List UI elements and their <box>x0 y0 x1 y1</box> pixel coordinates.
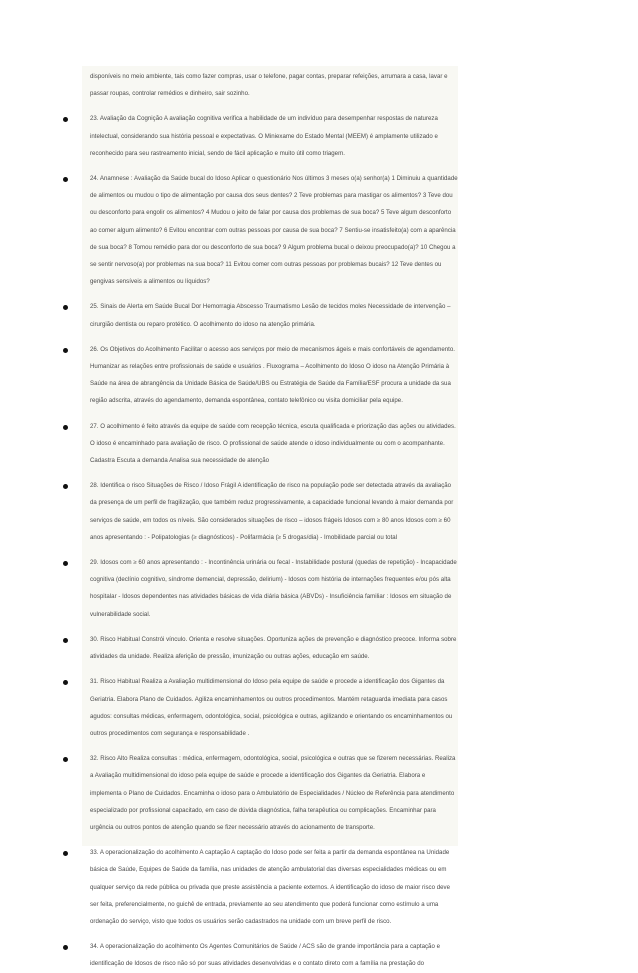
bullet-icon <box>63 638 68 643</box>
paragraph-gap <box>82 410 458 418</box>
list-item-33 <box>82 844 458 930</box>
bullet-icon <box>63 117 68 122</box>
paragraph-gap <box>82 546 458 554</box>
list-item-31 <box>82 673 458 742</box>
bullet-icon <box>63 177 68 182</box>
paragraph-text: 30. Risco Habitual Constrói vínculo. Orienta e resolve situações. Oportuniza ações de prevenção e diagnóstico precoce. Informa sobre atividades da unidade. Realiza aferição de pressão, imunização ou outras ações, educação em saúde. <box>90 635 457 661</box>
bullet-icon <box>63 305 68 310</box>
paragraph-gap <box>82 162 458 170</box>
bullet-icon <box>63 851 68 856</box>
paragraph-text: 27. O acolhimento é feito através da equipe de saúde com recepção técnica, escuta qualificada e priorização das ações ou atividades. O idoso é encaminhado para avaliação de risco. O profissional de saúde atende o idoso individualmente ou com o acompanhante. Cadastra Escuta a demanda Analisa sua necessidade de atenção <box>90 422 456 465</box>
paragraph-text: 24. Anamnese : Avaliação da Saúde bucal do Idoso Aplicar o questionário Nos últimos 3 meses o(a) senhor(a) 1 Diminuiu a quantidade de alimentos ou mudou o tipo de alimentação por causa dos seus dentes? 2 Teve problemas para mastigar os alimentos? 3 Teve dou ou desconforto para engolir os alimentos? 4 Mudou o jeito de falar por causa dos problemas de sua boca? 5 Teve algum desconforto ao comer algum alimento? 6 Evitou encontrar com outras pessoas por causa de sua boca? 7 Sentiu-se insatisfeito(a) com a aparência de sua boca? 8 Tomou remédio para dor ou desconforto de sua boca? 9 Algum problema bucal o deixou preocupado(a)? 10 Chegou a se sentir nervoso(a) por problemas na sua boca? 11 Evitou comer com outras pessoas por problemas bucais? 12 Teve dentes ou gengivas sensíveis a alimentos ou líquidos? <box>90 175 458 286</box>
paragraph-gap <box>82 469 458 477</box>
list-item-30 <box>82 631 458 665</box>
paragraph-gap <box>82 665 458 673</box>
paragraph-text: disponíveis no meio ambiente, tais como fazer compras, usar o telefone, pagar contas, preparar refeições, arrumara a casa, lavar e passar roupas, controlar remédios e dinheiro, sair sozinho. <box>90 73 448 98</box>
paragraph-gap <box>82 742 458 750</box>
paragraph-text: 29. Idosos com ≥ 60 anos apresentando : - Incontinência urinária ou fecal - Instabilidade postural (quedas de repetição) - Incapacidade cognitiva (declínio cognitivo, síndrome demencial, depressão, delirium) - Idosos com história de internações frequentes e/ou pós alta hospitalar - Idosos dependentes nas atividades básicas de vida diária básica (ABVDs) - Insuficiência familiar : Idosos em situação de vulnerabilidade social. <box>90 559 457 618</box>
list-item-24 <box>82 170 458 290</box>
paragraph-text: 26. Os Objetivos do Acolhimento Facilitar o acesso aos serviços por meio de mecanismos ágeis e mais confortáveis de agendamento. Humanizar as relações entre profissionais de saúde e usuários . Fluxograma – Acolhimento do Idoso O idoso na Atenção Primária à Saúde na área de abrangência da Unidade Básica de Saúde/UBS ou Estratégia de Saúde da Família/ESF procura a unidade da sua região adscrita, através do agendamento, demanda espontânea, contato telefônico ou visita domiciliar pela equipe. <box>90 345 455 405</box>
paragraph-gap <box>82 623 458 631</box>
list-item-29 <box>82 554 458 623</box>
document-page <box>82 66 458 968</box>
bullet-icon <box>63 945 68 950</box>
paragraph-text: 32. Risco Alto Realiza consultas : médica, enfermagem, odontológica, social, psicológica e outras que se fizerem necessárias. Realiza a Avaliação multidimensional do idoso pela equipe de saúde e procede a identificação dos Gigantes da Geriatria. Elabora e implementa o Plano de Cuidados. Encaminha o idoso para o Ambulatório de Especialidades / Núcleo de Referência para atendimento especializado por profissional capacitado, em caso de dúvida diagnóstica, falha terapêutica ou complicações. Encaminhar para urgência ou outros pontos de atenção quando se fizer necessário através do acionamento de transporte. <box>90 755 456 831</box>
bullet-icon <box>63 425 68 430</box>
list-item-25 <box>82 298 458 332</box>
paragraph-gap <box>82 930 458 938</box>
paragraph-gap <box>82 836 458 844</box>
list-item-26 <box>82 341 458 410</box>
paragraph-text: 25. Sinais de Alerta em Saúde Bucal Dor Hemorragia Abscesso Traumatismo Lesão de tecidos moles Necessidade de intervenção – cirurgião dentista ou reparo protético. O acolhimento do idoso na atenção primária. <box>90 303 451 328</box>
bullet-icon <box>63 561 68 566</box>
bullet-icon <box>63 348 68 353</box>
paragraph-text: 23. Avaliação da Cognição A avaliação cognitiva verifica a habilidade de um indivíduo para desempenhar respostas de natureza intelectual, considerando sua história pessoal e expectativas. O Miniexame do Estado Mental (MEEM) é amplamente utilizado e reconhecido para seu rastreamento inicial, sendo de fácil aplicação e muito útil como triagem. <box>90 115 438 157</box>
paragraph-gap <box>82 333 458 341</box>
bullet-icon <box>63 484 68 489</box>
paragraph-text: 28. Identifica o risco Situações de Risco / Idoso Frágil A identificação de risco na população pode ser detectada através da avaliação da presença de um perfil de fragilização, que também reduz progressivamente, a capacidade funcional levando à maior demanda por serviços de saúde, em todos os níveis. São considerados situações de risco – idosos frágeis Idosos com ≥ 80 anos Idosos com ≥ 60 anos apresentando : - Polipatologias (≥ diagnósticos) - Polifarmácia (≥ 5 drogas/dia) - Imobilidade parcial ou total <box>90 482 454 541</box>
list-item-32 <box>82 750 458 836</box>
paragraph-text: 31. Risco Habitual Realiza a Avaliação multidimensional do Idoso pela equipe de saúde e procede a identificação dos Gigantes da Geriatria. Elabora Plano de Cuidados. Agiliza encaminhamentos ou outros procedimentos. Mantém retaguarda imediata para casos agudos: consultas médicas, enfermagem, odontológica, social, psicológica e outras, agilizando e orientando os encaminhamentos ou outros procedimentos com segurança e responsabilidade . <box>90 678 453 737</box>
paragraph-gap <box>82 290 458 298</box>
bullet-icon <box>63 757 68 762</box>
paragraph-text: 34. A operacionalização do acolhimento Os Agentes Comunitários de Saúde / ACS são de grande importância para a captação e identificação de Idosos de risco não só por suas atividades desenvolvidas e o contato direto com a família na prestação do <box>90 943 440 968</box>
paragraph-22-continuation <box>82 66 458 102</box>
list-item-23 <box>82 110 458 162</box>
paragraph-gap <box>82 102 458 110</box>
bullet-icon <box>63 680 68 685</box>
paragraph-text: 33. A operacionalização do acolhimento A captação A captação do Idoso pode ser feita a partir da demanda espontânea na Unidade básica de Saúde, Equipes de Saúde da família, nas unidades de atenção ambulatorial das diversas especialidades médicas ou em qualquer serviço da rede pública ou privada que preste assistência a paciente externos. A identificação do idoso de maior risco deve ser feita, preferencialmente, no guichê de entrada, previamente ao seu atendimento que poderá funcionar como estímulo a uma ordenação do serviço, visto que todos os usuários serão cadastrados na unidade com um breve perfil de risco. <box>90 849 451 925</box>
list-item-34 <box>82 938 458 972</box>
list-item-28 <box>82 477 458 546</box>
list-item-27 <box>82 418 458 470</box>
